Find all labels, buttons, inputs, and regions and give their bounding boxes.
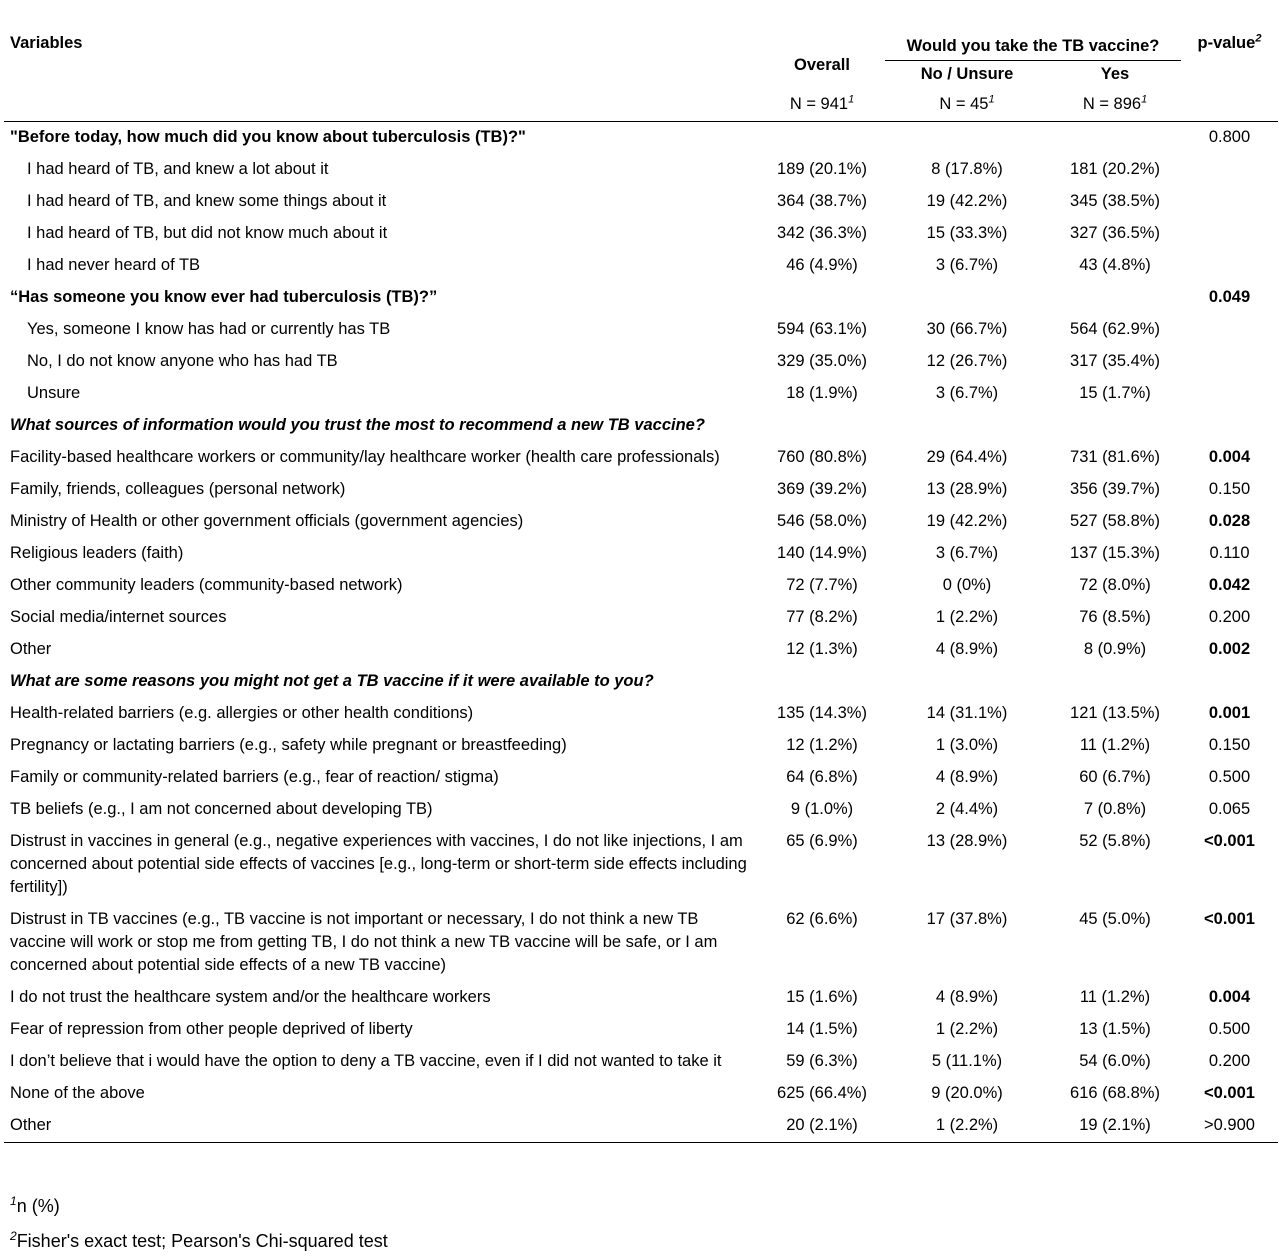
- table-row: [4, 1046, 1278, 1078]
- overall-cell: 59 (6.3%): [786, 1052, 858, 1070]
- yes-cell: 8 (0.9%): [1083, 640, 1147, 658]
- pvalue-cell: [1181, 346, 1278, 378]
- no-unsure-cell: 4 (8.9%): [935, 988, 999, 1006]
- overall-cell: 9 (1.0%): [790, 800, 854, 818]
- row-label: Health-related barriers (e.g. allergies or other health conditions): [10, 704, 474, 722]
- overall-cell: 12 (1.2%): [786, 736, 858, 754]
- no-unsure-cell: 12 (26.7%): [926, 352, 1008, 370]
- row-label: I had heard of TB, but did not know much about it: [27, 224, 388, 242]
- overall-cell: 64 (6.8%): [786, 768, 858, 786]
- yes-cell: 356 (39.7%): [1070, 480, 1160, 498]
- overall-cell: [759, 666, 885, 698]
- pvalue-cell: 0.500: [1208, 768, 1251, 786]
- row-label: None of the above: [10, 1084, 145, 1102]
- table-row: [4, 1110, 1278, 1143]
- no-unsure-cell: 0 (0%): [942, 576, 992, 594]
- overall-cell: 364 (38.7%): [777, 192, 867, 210]
- row-label: Ministry of Health or other government officials (government agencies): [10, 512, 524, 530]
- row-label: TB beliefs (e.g., I am not concerned about developing TB): [10, 800, 433, 818]
- pvalue-cell: 0.800: [1208, 128, 1251, 146]
- table-row: [4, 154, 1278, 186]
- no-unsure-cell: 3 (6.7%): [935, 384, 999, 402]
- overall-cell: 342 (36.3%): [777, 224, 867, 242]
- no-unsure-cell: 14 (31.1%): [926, 704, 1008, 722]
- yes-cell: 72 (8.0%): [1079, 576, 1151, 594]
- yes-cell: 327 (36.5%): [1070, 224, 1160, 242]
- row-label: I had heard of TB, and knew a lot about it: [27, 160, 329, 178]
- table-row: [4, 442, 1278, 474]
- overall-cell: 72 (7.7%): [786, 576, 858, 594]
- no-unsure-n: $N = 45^1$: [885, 87, 1049, 122]
- no-unsure-header: No / Unsure: [920, 64, 1014, 83]
- table-row: [4, 1078, 1278, 1110]
- yes-cell: 317 (35.4%): [1070, 352, 1160, 370]
- overall-cell: [759, 282, 885, 314]
- no-unsure-cell: 1 (2.2%): [935, 1020, 999, 1038]
- table-row: [4, 904, 1278, 982]
- pvalue-cell: 0.042: [1208, 576, 1251, 594]
- overall-cell: [759, 122, 885, 155]
- table-row: [4, 474, 1278, 506]
- yes-cell: 527 (58.8%): [1070, 512, 1160, 530]
- table-row: [4, 186, 1278, 218]
- table-row: [4, 794, 1278, 826]
- overall-cell: 46 (4.9%): [786, 256, 858, 274]
- row-label: What are some reasons you might not get a TB vaccine if it were available to you?: [10, 672, 654, 690]
- pvalue-cell: >0.900: [1181, 1110, 1278, 1143]
- pvalue-cell: 0.500: [1208, 1020, 1251, 1038]
- pvalue-blank: [1181, 87, 1278, 122]
- no-unsure-cell: 3 (6.7%): [935, 544, 999, 562]
- overall-cell: 135 (14.3%): [777, 704, 867, 722]
- pvalue-cell: 0.002: [1208, 640, 1251, 658]
- row-label: No, I do not know anyone who has had TB: [27, 352, 338, 370]
- yes-cell: 11 (1.2%): [1079, 736, 1151, 754]
- row-label: Other: [10, 640, 52, 658]
- no-unsure-cell: 29 (64.4%): [926, 448, 1008, 466]
- overall-cell: 594 (63.1%): [777, 320, 867, 338]
- overall-cell: 14 (1.5%): [786, 1020, 858, 1038]
- row-label: Other community leaders (community-based network): [10, 576, 403, 594]
- table-row: [4, 982, 1278, 1014]
- no-unsure-cell: 9 (20.0%): [931, 1084, 1003, 1102]
- no-unsure-cell: [885, 122, 1049, 155]
- no-unsure-cell: 13 (28.9%): [926, 832, 1008, 850]
- pvalue-cell: <0.001: [1204, 832, 1255, 850]
- row-label: “Has someone you know ever had tuberculosis (TB)?”: [10, 288, 438, 306]
- no-unsure-cell: 4 (8.9%): [935, 640, 999, 658]
- table-row: [4, 826, 1278, 904]
- no-unsure-cell: 1 (3.0%): [935, 736, 999, 754]
- section-row: [4, 282, 1278, 314]
- yes-cell: 345 (38.5%): [1070, 192, 1160, 210]
- table-row: [4, 634, 1278, 666]
- no-unsure-cell: 19 (42.2%): [926, 192, 1008, 210]
- row-label: Other: [4, 1110, 759, 1143]
- pvalue-header: p-value$^2$: [1197, 32, 1262, 52]
- row-label: I do not trust the healthcare system and/or the healthcare workers: [10, 988, 491, 1006]
- no-unsure-cell: 15 (33.3%): [926, 224, 1008, 242]
- yes-header: Yes: [1100, 64, 1130, 83]
- pvalue-cell: [1181, 666, 1278, 698]
- row-label: Fear of repression from other people deprived of liberty: [10, 1020, 413, 1038]
- pvalue-cell: 0.150: [1208, 736, 1251, 754]
- pvalue-cell: [1181, 186, 1278, 218]
- row-label: Distrust in vaccines in general (e.g., negative experiences with vaccines, I do not like injections, I am concerned about potential side effects of vaccines [e.g., long-term or short-term side effects including fertility]): [10, 832, 747, 896]
- yes-cell: 616 (68.8%): [1070, 1084, 1160, 1102]
- pvalue-cell: [1181, 314, 1278, 346]
- pvalue-cell: 0.200: [1208, 608, 1251, 626]
- yes-cell: 7 (0.8%): [1083, 800, 1147, 818]
- no-unsure-cell: 17 (37.8%): [926, 910, 1008, 928]
- yes-cell: [1049, 122, 1181, 155]
- table-row: [4, 250, 1278, 282]
- variables-header: Variables: [10, 34, 83, 52]
- overall-n: $N = 941^1$: [759, 87, 885, 122]
- pvalue-cell: 0.004: [1208, 988, 1251, 1006]
- overall-header: Overall: [794, 56, 850, 74]
- no-unsure-cell: 2 (4.4%): [935, 800, 999, 818]
- row-label: "Before today, how much did you know about tuberculosis (TB)?": [10, 128, 526, 146]
- yes-cell: 564 (62.9%): [1070, 320, 1160, 338]
- overall-cell: 140 (14.9%): [777, 544, 867, 562]
- pvalue-cell: 0.049: [1208, 288, 1251, 306]
- table-row: [4, 506, 1278, 538]
- table-row: [4, 378, 1278, 410]
- yes-cell: 15 (1.7%): [1079, 384, 1151, 402]
- row-label: Religious leaders (faith): [10, 544, 184, 562]
- row-label: Unsure: [27, 384, 81, 402]
- no-unsure-cell: 19 (42.2%): [926, 512, 1008, 530]
- no-unsure-cell: 1 (2.2%): [885, 1110, 1049, 1143]
- row-label: Facility-based healthcare workers or community/lay healthcare worker (health care professionals): [10, 448, 720, 466]
- yes-cell: 121 (13.5%): [1070, 704, 1160, 722]
- overall-cell: 20 (2.1%): [759, 1110, 885, 1143]
- yes-cell: 181 (20.2%): [1070, 160, 1160, 178]
- table-body: [4, 122, 1278, 1143]
- pvalue-cell: [1181, 218, 1278, 250]
- row-label: Social media/internet sources: [10, 608, 227, 626]
- no-unsure-cell: 30 (66.7%): [926, 320, 1008, 338]
- yes-cell: 19 (2.1%): [1049, 1110, 1181, 1143]
- row-label: Yes, someone I know has had or currently has TB: [27, 320, 391, 338]
- table-row: [4, 698, 1278, 730]
- table-row: [4, 570, 1278, 602]
- yes-cell: 11 (1.2%): [1079, 988, 1151, 1006]
- pvalue-cell: 0.065: [1208, 800, 1251, 818]
- pvalue-cell: <0.001: [1204, 910, 1255, 928]
- yes-cell: 54 (6.0%): [1079, 1052, 1151, 1070]
- no-unsure-cell: [885, 282, 1049, 314]
- no-unsure-cell: 3 (6.7%): [935, 256, 999, 274]
- pvalue-cell: <0.001: [1204, 1084, 1255, 1102]
- section-row: [4, 122, 1278, 155]
- yes-cell: [1049, 666, 1181, 698]
- pvalue-cell: 0.001: [1208, 704, 1251, 722]
- yes-cell: 76 (8.5%): [1079, 608, 1151, 626]
- row-label: Pregnancy or lactating barriers (e.g., safety while pregnant or breastfeeding): [10, 736, 567, 754]
- table-row: [4, 538, 1278, 570]
- table-row: [4, 730, 1278, 762]
- overall-cell: 546 (58.0%): [777, 512, 867, 530]
- results-table: [4, 0, 1278, 1143]
- no-unsure-cell: 8 (17.8%): [931, 160, 1003, 178]
- pvalue-cell: [1181, 378, 1278, 410]
- pvalue-cell: [1181, 154, 1278, 186]
- row-label: I had heard of TB, and knew some things about it: [27, 192, 387, 210]
- overall-cell: 12 (1.3%): [786, 640, 858, 658]
- yes-cell: 731 (81.6%): [1070, 448, 1160, 466]
- no-unsure-cell: 1 (2.2%): [935, 608, 999, 626]
- row-label: What sources of information would you trust the most to recommend a new TB vaccine?: [10, 416, 705, 434]
- group-header: Would you take the TB vaccine?: [885, 0, 1181, 61]
- table-row: [4, 602, 1278, 634]
- yes-cell: [1049, 282, 1181, 314]
- section-row: [4, 666, 1278, 698]
- overall-cell: 65 (6.9%): [786, 832, 858, 850]
- table-row: [4, 218, 1278, 250]
- row-label: I don’t believe that i would have the option to deny a TB vaccine, even if I did not wanted to take it: [10, 1052, 722, 1070]
- yes-n: $N = 896^1$: [1049, 87, 1181, 122]
- header-blank: [4, 87, 759, 122]
- yes-cell: 13 (1.5%): [1079, 1020, 1151, 1038]
- overall-cell: 18 (1.9%): [786, 384, 858, 402]
- yes-cell: 137 (15.3%): [1070, 544, 1160, 562]
- pvalue-cell: 0.150: [1208, 480, 1251, 498]
- overall-cell: 625 (66.4%): [777, 1084, 867, 1102]
- overall-cell: 189 (20.1%): [777, 160, 867, 178]
- footnote-1: $^1$n (%): [10, 1194, 60, 1216]
- no-unsure-cell: [885, 666, 1049, 698]
- no-unsure-cell: 4 (8.9%): [935, 768, 999, 786]
- pvalue-cell: 0.110: [1209, 544, 1250, 562]
- overall-cell: 760 (80.8%): [777, 448, 867, 466]
- overall-cell: 329 (35.0%): [777, 352, 867, 370]
- overall-cell: [759, 410, 885, 442]
- pvalue-cell: 0.004: [1208, 448, 1251, 466]
- row-label: Distrust in TB vaccines (e.g., TB vaccine is not important or necessary, I do not think a new TB vaccine will work or stop me from getting TB, I do not think a new TB vaccine will be safe, or I am concerned about potential side effects of a new TB vaccine): [10, 910, 718, 974]
- row-label: I had never heard of TB: [27, 256, 201, 274]
- no-unsure-cell: 5 (11.1%): [931, 1052, 1003, 1070]
- overall-cell: 77 (8.2%): [786, 608, 858, 626]
- no-unsure-cell: 13 (28.9%): [926, 480, 1008, 498]
- row-label: Family, friends, colleagues (personal network): [10, 480, 346, 498]
- footnote-2: $^2$Fisher's exact test; Pearson's Chi-squared test: [10, 1229, 388, 1251]
- row-label: Family or community-related barriers (e.g., fear of reaction/ stigma): [10, 768, 499, 786]
- table-row: [4, 762, 1278, 794]
- section-row: [4, 410, 1278, 442]
- yes-cell: 60 (6.7%): [1079, 768, 1151, 786]
- yes-cell: 52 (5.8%): [1079, 832, 1151, 850]
- table-row: [4, 346, 1278, 378]
- table-row: [4, 1014, 1278, 1046]
- overall-cell: 15 (1.6%): [786, 988, 858, 1006]
- pvalue-cell: 0.200: [1208, 1052, 1251, 1070]
- overall-cell: 62 (6.6%): [786, 910, 858, 928]
- yes-cell: 43 (4.8%): [1079, 256, 1151, 274]
- table-row: [4, 314, 1278, 346]
- pvalue-cell: 0.028: [1208, 512, 1251, 530]
- pvalue-cell: [1181, 410, 1278, 442]
- pvalue-cell: [1181, 250, 1278, 282]
- yes-cell: [1049, 410, 1181, 442]
- overall-cell: 369 (39.2%): [777, 480, 867, 498]
- yes-cell: 45 (5.0%): [1079, 910, 1151, 928]
- no-unsure-cell: [885, 410, 1049, 442]
